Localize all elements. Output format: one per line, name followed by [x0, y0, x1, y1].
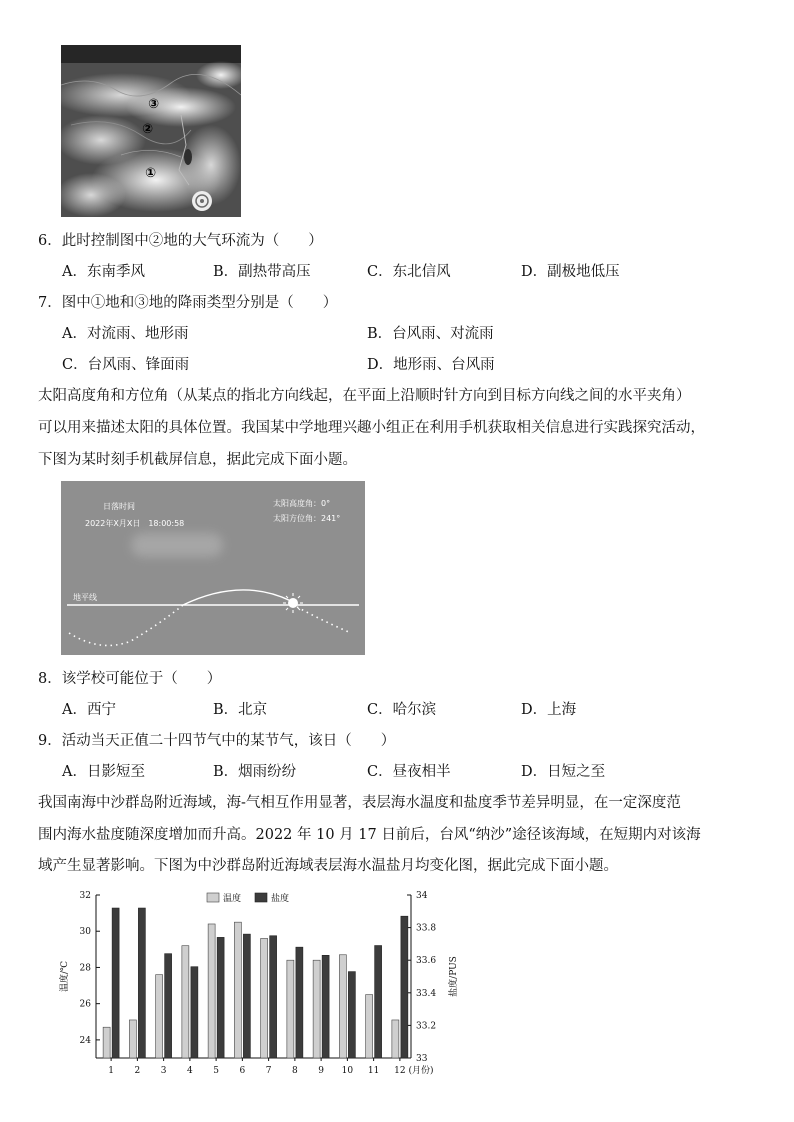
salinity-bar [138, 908, 145, 1058]
chart-bars [103, 908, 408, 1058]
right-tick-label: 33.4 [416, 988, 437, 999]
q6-option-d: D．副极地低压 [521, 264, 620, 280]
intro2-line-3: 下图为某时刻手机截屏信息，据此完成下面小题。 [38, 452, 357, 468]
marker-3: ③ [148, 97, 160, 112]
x-tick-label: 9 [318, 1066, 324, 1076]
legend-salinity-label: 盐度 [271, 894, 290, 904]
temperature-bar [287, 960, 294, 1058]
x-tick-label: 6 [239, 1066, 246, 1076]
q7-option-d: D．地形雨、台风雨 [367, 357, 495, 373]
salinity-bar [375, 946, 382, 1058]
sun-altitude-text: 太阳高度角：0° [273, 499, 331, 508]
y-axis-right-title: 盐度/PUS [449, 956, 459, 997]
q7-option-c: C．台风雨、锋面雨 [62, 357, 190, 373]
x-tick-label: 11 [367, 1066, 380, 1076]
x-tick-label: 1 [108, 1066, 114, 1076]
q8-option-b: B．北京 [213, 702, 268, 718]
x-tick-label: 4 [187, 1066, 193, 1076]
temperature-bar [366, 995, 373, 1058]
question-7-stem: 7．图中①地和③地的降雨类型分别是（ ） [38, 295, 338, 311]
q6-option-c: C．东北信风 [367, 264, 451, 280]
q7-option-a: A．对流雨、地形雨 [62, 326, 189, 342]
temperature-bar [339, 955, 346, 1058]
q8-option-d: D．上海 [521, 702, 577, 718]
q9-option-d: D．日短之至 [521, 764, 606, 780]
datetime-text: 2022年X月X日 18:00:58 [85, 519, 185, 528]
salinity-bar [296, 947, 303, 1058]
left-tick-label: 32 [79, 891, 91, 901]
right-tick-label: 33 [416, 1054, 428, 1064]
x-tick-label: 3 [160, 1066, 167, 1076]
sun-icon [283, 593, 303, 613]
sun-path-diagram [61, 481, 365, 655]
x-tick-label: 8 [292, 1066, 298, 1076]
y-axis-left-title: 温度/℃ [60, 960, 70, 993]
left-tick-label: 28 [79, 963, 91, 974]
q6-option-a: A．东南季风 [62, 264, 145, 280]
temperature-bar [129, 1020, 136, 1058]
legend-temperature-label: 温度 [223, 894, 242, 904]
salinity-bar [112, 908, 119, 1058]
legend-salinity-swatch [255, 893, 267, 902]
salinity-bar [401, 916, 408, 1058]
temperature-bar [392, 1020, 399, 1058]
q8-option-c: C．哈尔滨 [367, 702, 437, 718]
phone-screenshot [61, 481, 365, 655]
temperature-salinity-chart [55, 888, 475, 1083]
q8-option-a: A．西宁 [62, 702, 116, 718]
right-tick-label: 33.2 [416, 1021, 437, 1032]
satellite-cloud-image [61, 45, 241, 217]
salinity-bar [322, 955, 329, 1058]
temperature-bar [313, 960, 320, 1058]
q9-option-a: A．日影短至 [62, 764, 145, 780]
x-tick-label: 10 [341, 1066, 354, 1076]
left-tick-label: 26 [79, 999, 91, 1010]
salinity-bar [165, 954, 172, 1058]
salinity-bar [217, 937, 224, 1058]
temperature-bar [261, 938, 268, 1058]
question-9-stem: 9．活动当天正值二十四节气中的某节气，该日（ ） [38, 733, 396, 749]
right-tick-label: 33.8 [416, 923, 437, 934]
x-axis-unit: (月份) [408, 1066, 434, 1076]
q7-option-b: B．台风雨、对流雨 [367, 326, 494, 342]
intro3-line-2: 围内海水盐度随深度增加而升高。2022 年 10 月 17 日前后，台风“纳沙”途径该海域，在短期内对该海 [38, 827, 701, 843]
left-tick-label: 30 [79, 927, 91, 938]
horizon-label: 地平线 [73, 593, 97, 602]
sun-path-night-left [69, 605, 183, 646]
marker-2: ② [142, 122, 154, 137]
temperature-bar [156, 975, 163, 1058]
right-tick-label: 33.6 [416, 956, 437, 967]
x-tick-label: 7 [265, 1066, 272, 1076]
right-tick-label: 34 [416, 891, 428, 901]
intro3-line-3: 域产生显著影响。下图为中沙群岛附近海域表层海水温盐月均变化图，据此完成下面小题。 [38, 858, 618, 874]
x-tick-label: 5 [213, 1066, 219, 1076]
sunset-time-label: 日落时间 [103, 502, 135, 511]
intro2-line-1: 太阳高度角和方位角（从某点的指北方向线起，在平面上沿顺时针方向到目标方向线之间的水平夹角） [38, 388, 691, 404]
salinity-bar [191, 967, 198, 1058]
q6-option-b: B．副热带高压 [213, 264, 311, 280]
legend-temperature-swatch [207, 893, 219, 902]
q9-option-b: B．烟雨纷纷 [213, 764, 297, 780]
q9-option-c: C．昼夜相半 [367, 764, 451, 780]
x-tick-label: 2 [134, 1066, 141, 1076]
question-6-stem: 6．此时控制图中②地的大气环流为（ ） [38, 233, 323, 249]
typhoon-icon [192, 191, 212, 211]
sun-path-visible [183, 590, 291, 605]
marker-1: ① [145, 166, 157, 181]
sun-azimuth-text: 太阳方位角：241° [273, 514, 341, 523]
left-tick-label: 24 [79, 1035, 91, 1046]
intro2-line-2: 可以用来描述太阳的具体位置。我国某中学地理兴趣小组正在利用手机获取相关信息进行实践探究活动， [38, 420, 705, 436]
salinity-bar [243, 934, 250, 1058]
salinity-bar [270, 936, 277, 1058]
x-tick-label: 12 [394, 1066, 406, 1076]
intro3-line-1: 我国南海中沙群岛附近海域，海-气相互作用显著，表层海水温度和盐度季节差异明显，在一定深度范 [38, 795, 681, 811]
sun-path-night-right [297, 607, 351, 633]
temperature-bar [208, 924, 215, 1058]
temperature-bar [182, 946, 189, 1058]
question-8-stem: 8．该学校可能位于（ ） [38, 671, 222, 687]
salinity-bar [348, 972, 355, 1058]
temperature-bar [103, 1027, 110, 1058]
temperature-bar [234, 922, 241, 1058]
